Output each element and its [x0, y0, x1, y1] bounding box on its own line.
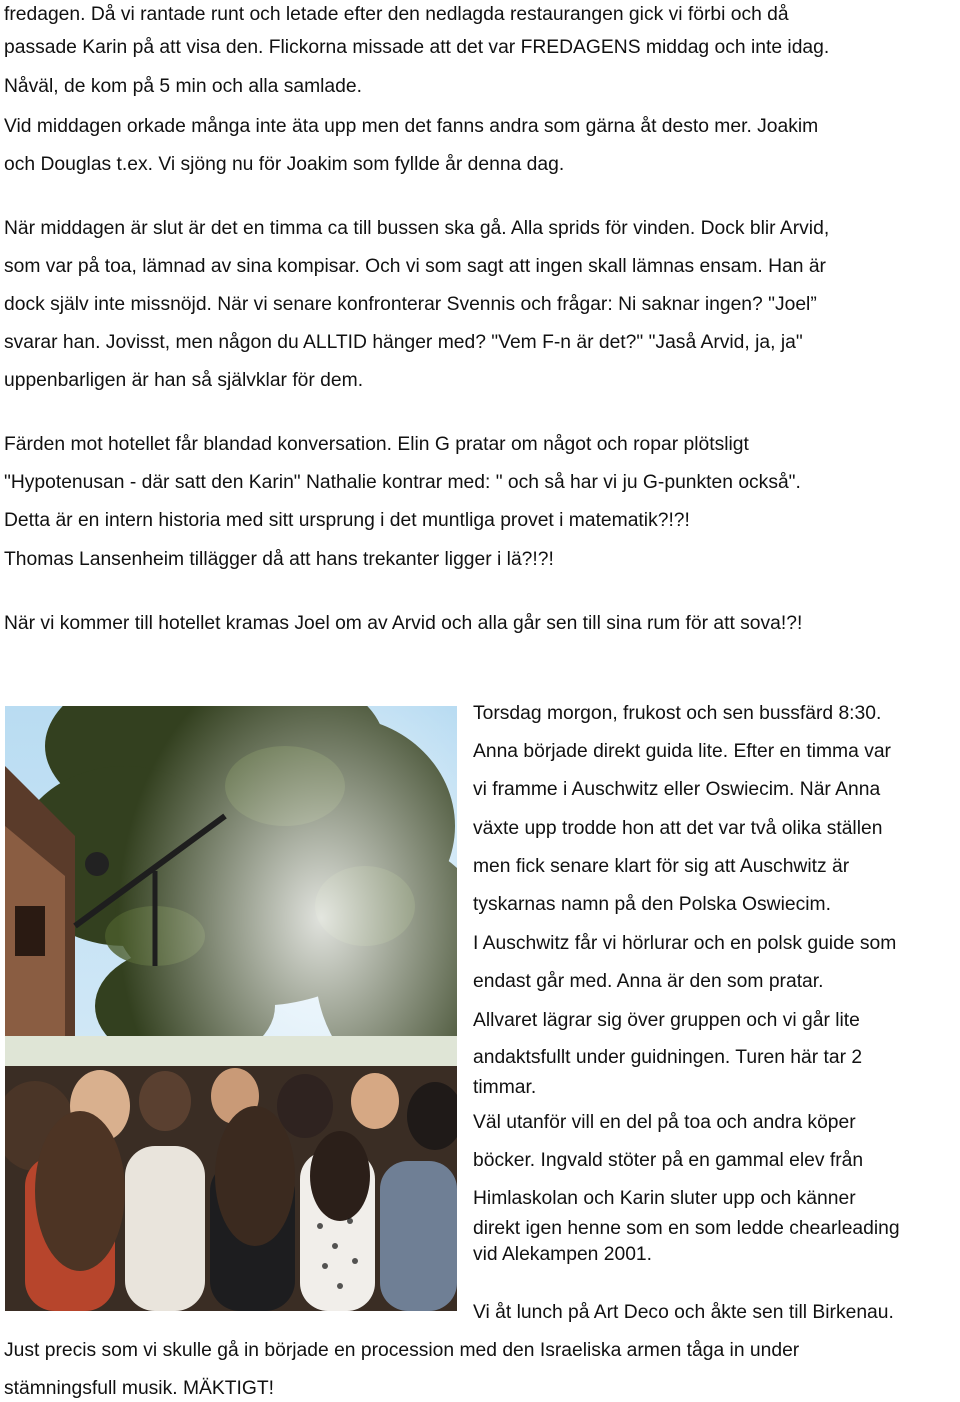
text-line: Vi åt lunch på Art Deco och åkte sen till Birkenau.: [473, 1302, 894, 1323]
text-line: Nåväl, de kom på 5 min och alla samlade.: [4, 76, 362, 97]
text-line: "Hypotenusan - där satt den Karin" Nathalie kontrar med: " och så har vi ju G-punkten också".: [4, 472, 801, 493]
text-line: böcker. Ingvald stöter på en gammal elev från: [473, 1150, 864, 1171]
text-line: Färden mot hotellet får blandad konversation. Elin G pratar om något och ropar plötsligt: [4, 434, 749, 455]
text-line: andaktsfullt under guidningen. Turen här tar 2: [473, 1047, 863, 1068]
text-line: Väl utanför vill en del på toa och andra köper: [473, 1112, 856, 1133]
text-line: endast går med. Anna är den som pratar.: [473, 971, 824, 992]
text-line: dock själv inte missnöjd. När vi senare konfronterar Svennis och frågar: Ni saknar ingen? "Joel”: [4, 294, 817, 315]
text-line: När vi kommer till hotellet kramas Joel om av Arvid och alla går sen till sina rum för att sova!?!: [4, 613, 803, 634]
text-line: timmar.: [473, 1077, 537, 1098]
text-line: men fick senare klart för sig att Auschwitz är: [473, 856, 850, 877]
text-line: tyskarnas namn på den Polska Oswiecim.: [473, 894, 831, 915]
text-line: och Douglas t.ex. Vi sjöng nu för Joakim som fyllde år denna dag.: [4, 154, 565, 175]
text-line: svarar han. Jovisst, men någon du ALLTID hänger med? "Vem F-n är det?" "Jaså Arvid, ja, ja": [4, 332, 803, 353]
text-line: vid Alekampen 2001.: [473, 1244, 653, 1265]
text-line: fredagen. Då vi rantade runt och letade efter den nedlagda restaurangen gick vi förbi och då: [4, 4, 789, 25]
text-line: I Auschwitz får vi hörlurar och en polsk guide som: [473, 933, 897, 954]
text-line: Torsdag morgon, frukost och sen bussfärd 8:30.: [473, 703, 882, 724]
text-line: Allvaret lägrar sig över gruppen och vi går lite: [473, 1010, 860, 1031]
crowd-photo: [5, 706, 457, 1311]
text-line: När middagen är slut är det en timma ca till bussen ska gå. Alla sprids för vinden. Dock blir Arvid,: [4, 218, 830, 239]
text-line: passade Karin på att visa den. Flickorna missade att det var FREDAGENS middag och inte idag.: [4, 37, 830, 58]
text-line: vi framme i Auschwitz eller Oswiecim. När Anna: [473, 779, 881, 800]
text-line: Himlaskolan och Karin sluter upp och känner: [473, 1188, 856, 1209]
text-line: direkt igen henne som en som ledde chearleading: [473, 1218, 900, 1239]
text-line: växte upp trodde hon att det var två olika ställen: [473, 818, 883, 839]
text-line: Just precis som vi skulle gå in började en procession med den Israeliska armen tåga in under: [4, 1340, 800, 1361]
text-line: Detta är en intern historia med sitt ursprung i det muntliga provet i matematik?!?!: [4, 510, 690, 531]
text-line: som var på toa, lämnad av sina kompisar. Och vi som sagt att ingen skall lämnas ensam. Han är: [4, 256, 826, 277]
text-line: stämningsfull musik. MÄKTIGT!: [4, 1378, 274, 1399]
text-line: Thomas Lansenheim tillägger då att hans trekanter ligger i lä?!?!: [4, 549, 554, 570]
text-line: Vid middagen orkade många inte äta upp men det fanns andra som gärna åt desto mer. Joakim: [4, 116, 819, 137]
crowd: [5, 1066, 457, 1311]
text-line: uppenbarligen är han så självklar för dem.: [4, 370, 364, 391]
text-line: Anna började direkt guida lite. Efter en timma var: [473, 741, 891, 762]
